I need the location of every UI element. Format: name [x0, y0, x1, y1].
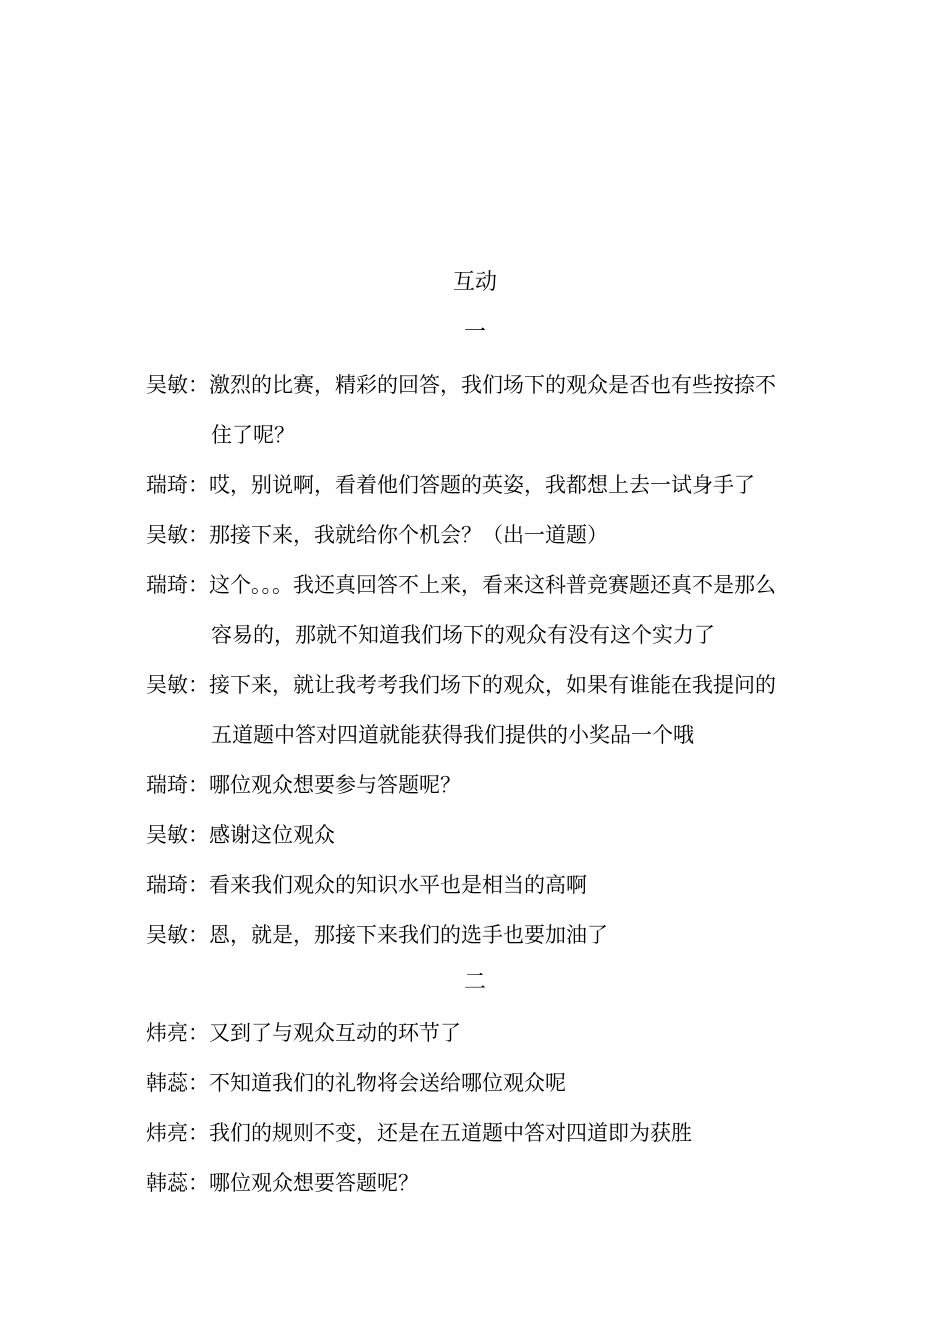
- speaker-name: 瑞琦：: [146, 873, 209, 897]
- speaker-name: 炜亮：: [146, 1121, 209, 1145]
- dialogue-text: 感谢这位观众: [209, 823, 335, 847]
- dialogue-line: [146, 1018, 826, 1048]
- speaker-name: 韩蕊：: [146, 1171, 209, 1195]
- dialogue-text: 那接下来，我就给你个机会？（出一道题）: [209, 523, 608, 547]
- speaker-name: 吴敏：: [146, 923, 209, 947]
- dialogue-line: [146, 920, 826, 950]
- dialogue-text: 哪位观众想要参与答题呢？: [209, 773, 461, 797]
- dialogue-line: [146, 770, 826, 800]
- dialogue-text: 我们的规则不变，还是在五道题中答对四道即为获胜: [209, 1121, 692, 1145]
- dialogue-text: 又到了与观众互动的环节了: [209, 1021, 461, 1045]
- speaker-name: 吴敏：: [146, 823, 209, 847]
- dialogue-continuation: 住了呢？: [211, 423, 295, 447]
- dialogue-continuation: 容易的，那就不知道我们场下的观众有没有这个实力了: [211, 623, 715, 647]
- dialogue-text: 哎，别说啊，看着他们答题的英姿，我都想上去一试身手了: [209, 473, 755, 497]
- speaker-name: 吴敏：: [146, 523, 209, 547]
- dialogue-text: 哪位观众想要答题呢？: [209, 1171, 419, 1195]
- speaker-name: 吴敏：: [146, 373, 209, 397]
- dialogue-line: [146, 470, 826, 500]
- dialogue-text: 接下来，就让我考考我们场下的观众，如果有谁能在我提问的: [209, 673, 776, 697]
- dialogue-line: [146, 1168, 826, 1198]
- dialogue-text: 这个。。。我还真回答不上来，看来这科普竞赛题还真不是那么: [209, 573, 776, 597]
- section-heading-1: 一: [463, 320, 486, 345]
- dialogue-line: [146, 670, 826, 700]
- dialogue-line: [146, 820, 826, 850]
- speaker-name: 韩蕊：: [146, 1071, 209, 1095]
- dialogue-line: [146, 870, 826, 900]
- dialogue-text: 激烈的比赛，精彩的回答，我们场下的观众是否也有些按捺不: [209, 373, 776, 397]
- dialogue-text: 不知道我们的礼物将会送给哪位观众呢: [209, 1071, 566, 1095]
- dialogue-line: [146, 570, 826, 600]
- dialogue-line: [146, 1068, 826, 1098]
- speaker-name: 瑞琦：: [146, 773, 209, 797]
- speaker-name: 吴敏：: [146, 673, 209, 697]
- speaker-name: 瑞琦：: [146, 573, 209, 597]
- dialogue-line: [146, 1118, 826, 1148]
- speaker-name: 炜亮：: [146, 1021, 209, 1045]
- dialogue-continuation: 五道题中答对四道就能获得我们提供的小奖品一个哦: [211, 723, 694, 747]
- page-title: 互动: [452, 270, 497, 295]
- section-heading-2: 二: [463, 970, 486, 995]
- dialogue-line: [146, 370, 826, 400]
- speaker-name: 瑞琦：: [146, 473, 209, 497]
- dialogue-line: [146, 520, 826, 550]
- dialogue-text: 恩，就是，那接下来我们的选手也要加油了: [209, 923, 608, 947]
- dialogue-text: 看来我们观众的知识水平也是相当的高啊: [209, 873, 587, 897]
